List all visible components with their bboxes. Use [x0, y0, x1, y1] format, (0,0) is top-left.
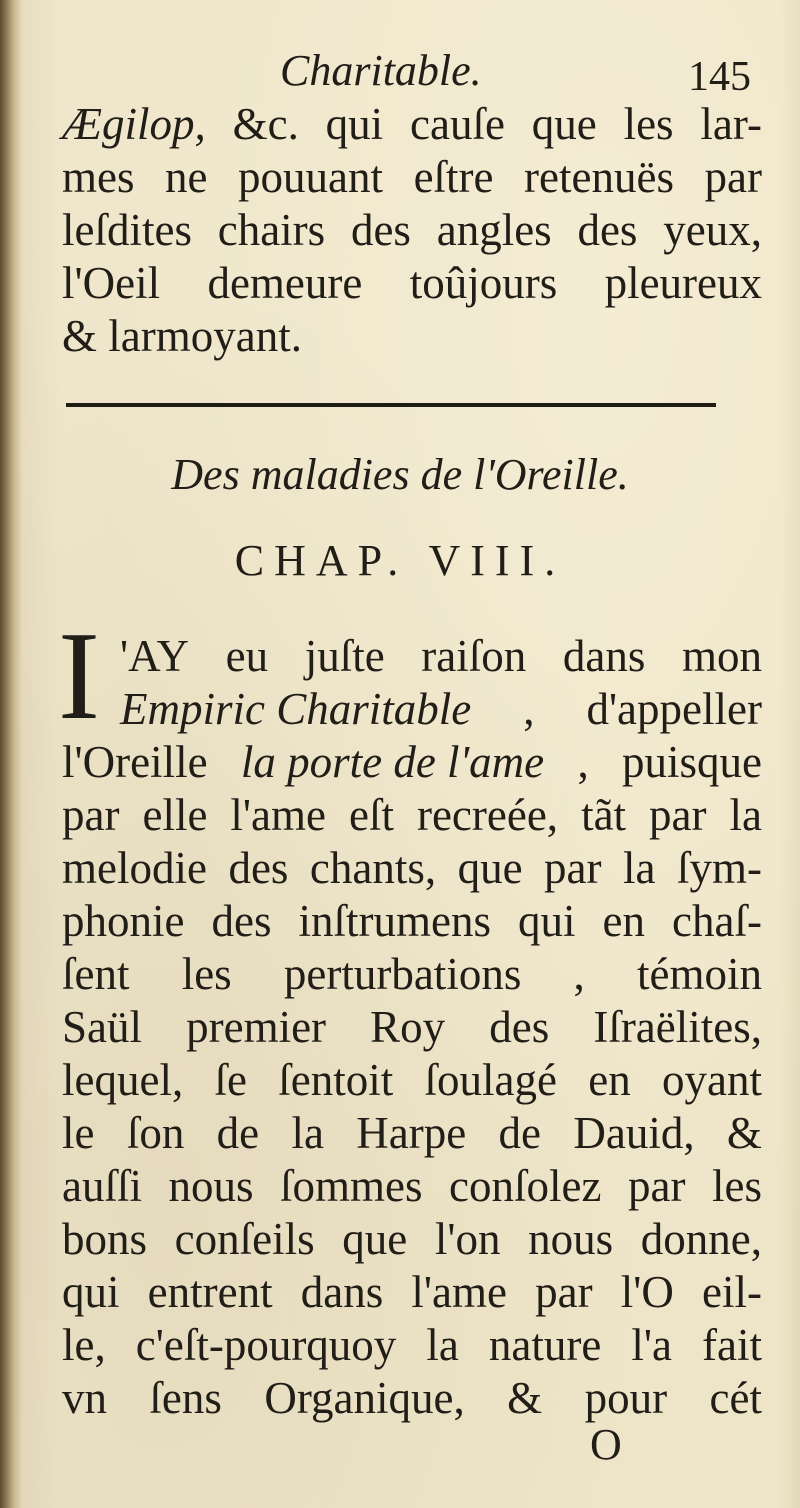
word: oyant — [662, 1055, 762, 1105]
word: par — [544, 843, 602, 893]
word: en — [602, 896, 646, 946]
page-number: 145 — [688, 54, 751, 100]
word: & — [507, 1373, 543, 1423]
word: en — [588, 1055, 631, 1105]
text-line — [62, 948, 762, 1001]
word: la — [729, 790, 762, 840]
word: Organique, — [264, 1373, 465, 1423]
word: des — [350, 205, 411, 255]
word: dans — [300, 1267, 384, 1317]
word: eſt — [348, 790, 394, 840]
word: la — [291, 1108, 324, 1158]
word: leſdites — [62, 205, 192, 255]
word: toûjours — [409, 258, 558, 308]
word: &c. — [232, 99, 299, 149]
word: , — [577, 737, 589, 787]
word: yeux, — [663, 205, 762, 255]
word: ſent — [62, 949, 130, 999]
text-line — [62, 842, 762, 895]
text-line — [62, 1319, 762, 1372]
word: mes — [62, 152, 135, 202]
word: puisque — [622, 737, 762, 787]
italic-phrase: Empiric Charitable — [120, 684, 472, 734]
word: chaſ- — [672, 896, 762, 946]
word: conſeils — [174, 1214, 315, 1264]
word: auſſi — [62, 1161, 142, 1211]
word: pouuant — [238, 152, 384, 202]
word: recreée, — [416, 790, 559, 840]
word: & — [726, 1108, 762, 1158]
word: Harpe — [356, 1108, 467, 1158]
word: raiſon — [421, 631, 527, 681]
chapter-heading: CHAP. VIII. — [234, 536, 566, 585]
word: l'Oeil — [62, 258, 161, 308]
drop-cap: I — [58, 607, 100, 746]
word: Iſraëlites, — [593, 1002, 762, 1052]
word: la — [426, 1320, 459, 1370]
word: par — [649, 790, 707, 840]
text-line — [62, 895, 762, 948]
word: que — [342, 1214, 408, 1264]
word: l'on — [434, 1214, 501, 1264]
word: par — [535, 1267, 593, 1317]
word: chants, — [309, 843, 437, 893]
word: les — [623, 99, 674, 149]
section-divider-rule — [66, 403, 716, 407]
word: ſym- — [676, 843, 762, 893]
word: que — [531, 99, 597, 149]
word: conſolez — [449, 1161, 602, 1211]
word: premier — [186, 1002, 327, 1052]
word: tãt — [581, 790, 627, 840]
text-line — [62, 98, 762, 151]
text-line — [62, 1054, 762, 1107]
word: les — [181, 949, 232, 999]
word: témoin — [636, 949, 762, 999]
word: l'Oreille — [62, 737, 208, 787]
word: entrent — [147, 1267, 273, 1317]
word: Dauid, — [573, 1108, 695, 1158]
word: le — [62, 1108, 95, 1158]
text-line — [62, 151, 762, 204]
word: pleureux — [604, 258, 762, 308]
word: Saül — [62, 1002, 143, 1052]
word: juſte — [304, 631, 385, 681]
word: Roy — [370, 1002, 446, 1052]
text-line — [62, 257, 762, 310]
text-line — [62, 1213, 762, 1266]
word: pour — [584, 1373, 668, 1423]
word: de — [498, 1108, 542, 1158]
italic-phrase: la porte de l'ame — [240, 737, 545, 787]
word: qui — [325, 99, 384, 149]
word: Ægilop, — [62, 99, 206, 149]
word: la — [622, 843, 656, 893]
word: lar- — [700, 99, 762, 149]
word: donne, — [640, 1214, 762, 1264]
text-line — [62, 736, 762, 789]
word: demeure — [207, 258, 363, 308]
word: eſtre — [413, 152, 494, 202]
chapter-body — [62, 630, 762, 1425]
word: lequel, — [62, 1055, 184, 1105]
word: l'a — [631, 1320, 672, 1370]
word: par — [628, 1161, 686, 1211]
word: c'eſt-pourquoy — [135, 1320, 397, 1370]
word: des — [211, 896, 272, 946]
text-line — [62, 310, 762, 363]
text-line — [62, 1266, 762, 1319]
word: nous — [168, 1161, 254, 1211]
word: , — [523, 684, 535, 734]
text-line — [62, 630, 762, 683]
text-line — [62, 789, 762, 842]
text-line — [62, 1001, 762, 1054]
word: eu — [225, 631, 269, 681]
word: phonie — [62, 896, 185, 946]
word: nature — [488, 1320, 602, 1370]
continuation-paragraph — [62, 98, 762, 363]
word: le, — [62, 1320, 106, 1370]
word: cét — [709, 1373, 762, 1423]
word: cauſe — [410, 99, 505, 149]
word: chairs — [217, 205, 326, 255]
word: ſe — [214, 1055, 247, 1105]
word: inſtrumens — [298, 896, 491, 946]
word: de — [216, 1108, 260, 1158]
binding-gutter — [0, 0, 22, 1508]
word: nous — [528, 1214, 614, 1264]
word: qui — [62, 1267, 120, 1317]
word: , — [573, 949, 585, 999]
word: les — [711, 1161, 762, 1211]
word: vn — [62, 1373, 107, 1423]
running-title: Charitable. — [280, 46, 482, 95]
word: melodie — [62, 843, 207, 893]
word: perturbations — [283, 949, 522, 999]
word: ſens — [149, 1373, 222, 1423]
signature-mark: O — [590, 1420, 622, 1469]
word: des — [577, 205, 638, 255]
word: mon — [681, 631, 762, 681]
word: par — [62, 790, 120, 840]
word: qui — [518, 896, 576, 946]
text-line — [62, 1372, 762, 1425]
word: dans — [562, 631, 646, 681]
section-title: Des maladies de l'Oreille. — [171, 450, 629, 499]
word: bons — [62, 1214, 148, 1264]
word: l'ame — [411, 1267, 507, 1317]
word: retenuës — [524, 152, 674, 202]
word: elle — [142, 790, 208, 840]
word: d'appeller — [586, 684, 762, 734]
word: que — [457, 843, 523, 893]
word: fait — [702, 1320, 762, 1370]
text-line — [62, 683, 762, 736]
word: ſoulagé — [424, 1055, 557, 1105]
text-line — [62, 1160, 762, 1213]
text-line — [62, 1107, 762, 1160]
word: des — [489, 1002, 550, 1052]
word: l'ame — [230, 790, 326, 840]
word: l'O — [620, 1267, 674, 1317]
word: des — [228, 843, 289, 893]
running-head — [0, 46, 800, 106]
word: 'AY — [120, 631, 189, 681]
word: ſentoit — [278, 1055, 394, 1105]
word: & — [62, 311, 98, 361]
word: ſommes — [280, 1161, 423, 1211]
word: ſon — [126, 1108, 185, 1158]
word: ne — [165, 152, 208, 202]
word: par — [704, 152, 762, 202]
text-line — [62, 204, 762, 257]
word: eil- — [702, 1267, 762, 1317]
word: angles — [436, 205, 552, 255]
word: larmoyant. — [108, 311, 302, 361]
